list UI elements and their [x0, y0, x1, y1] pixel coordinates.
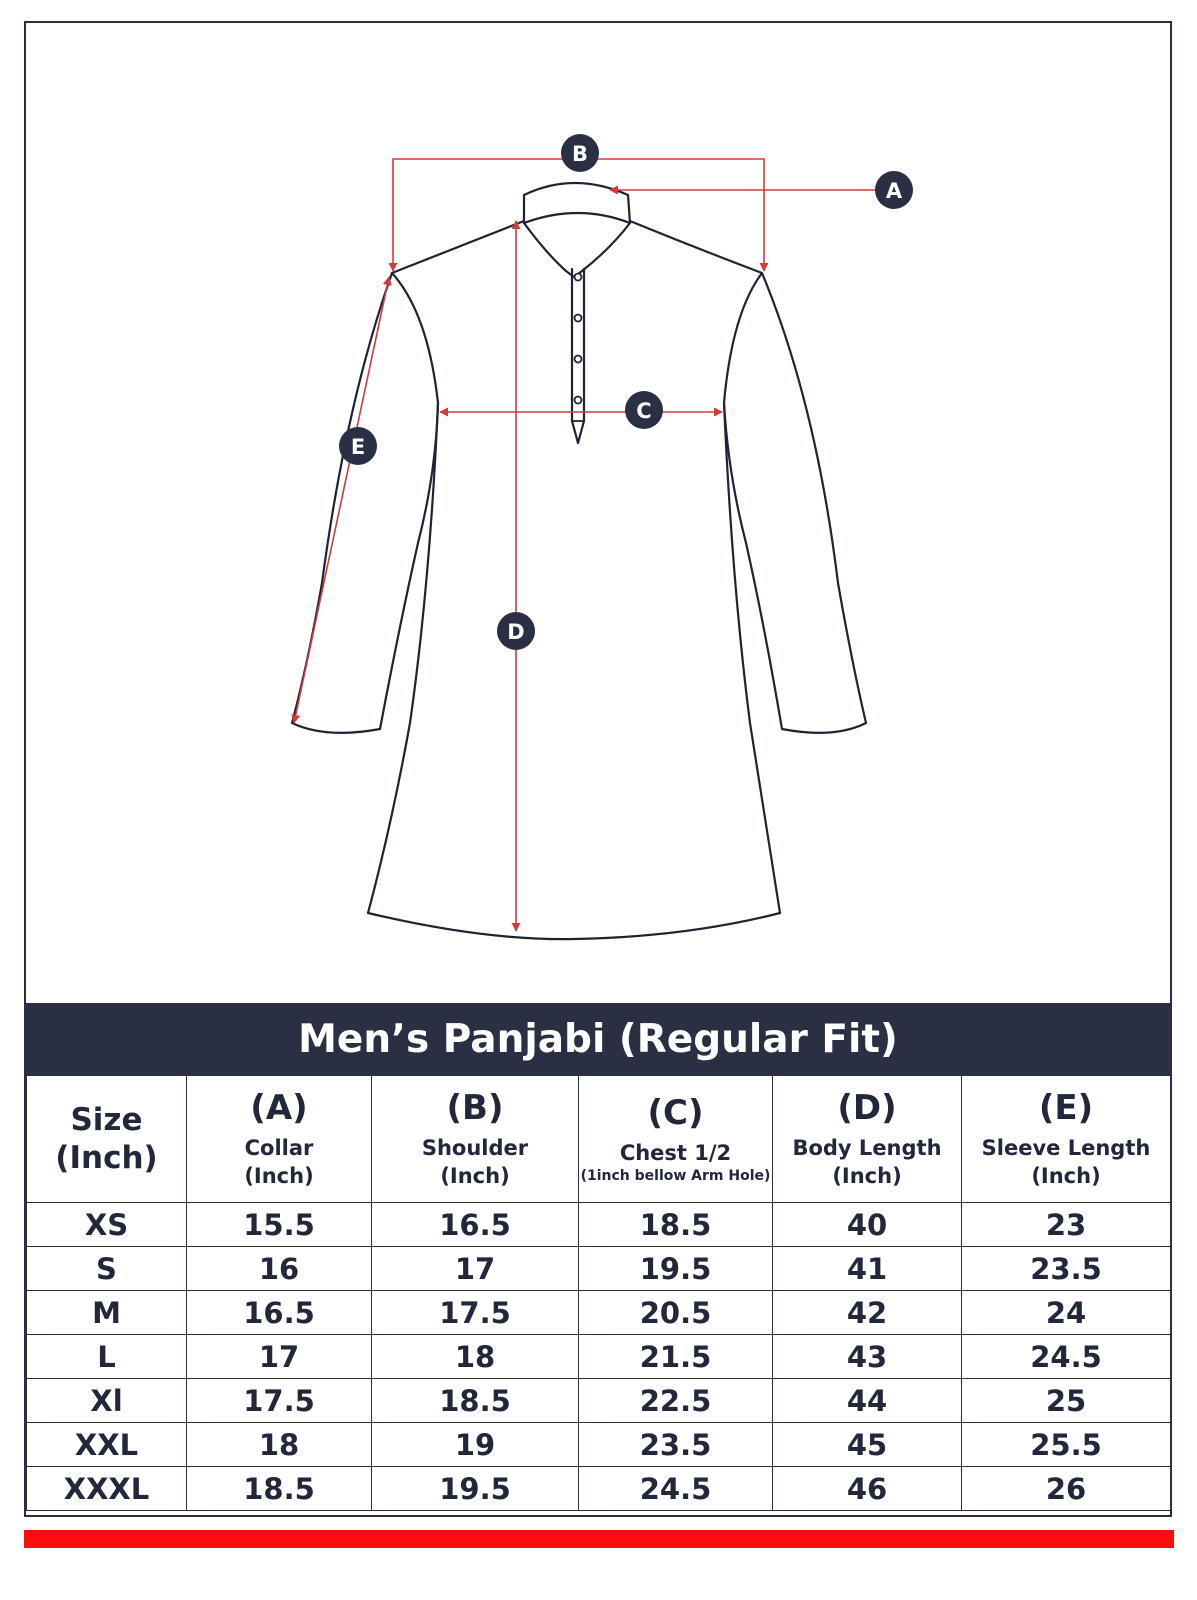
table-row [27, 1467, 1171, 1511]
header-sleeve-length [962, 1076, 1171, 1203]
chest-cell: 24.5 [579, 1467, 773, 1511]
collar-cell: 17.5 [187, 1379, 372, 1423]
body-length-cell: 44 [773, 1379, 962, 1423]
header-shoulder [372, 1076, 579, 1203]
header-size [27, 1076, 187, 1203]
header-letter: (C) [647, 1093, 704, 1133]
placket-buttons [573, 274, 583, 422]
body-length-cell: 45 [773, 1423, 962, 1467]
bottom-accent-bar [24, 1530, 1174, 1548]
body-length-cell: 40 [773, 1203, 962, 1247]
table-row [27, 1423, 1171, 1467]
badge-e-label: E [350, 435, 366, 459]
header-unit: (Inch) [244, 1164, 314, 1188]
chest-cell: 22.5 [579, 1379, 773, 1423]
body-left-side [368, 403, 438, 913]
table-header-row [27, 1076, 1171, 1203]
sleeve-length-cell: 24.5 [962, 1335, 1171, 1379]
badge-c-label: C [636, 399, 652, 423]
collar-cell: 18 [187, 1423, 372, 1467]
table-row [27, 1247, 1171, 1291]
header-collar [187, 1076, 372, 1203]
chest-cell: 21.5 [579, 1335, 773, 1379]
measure-line-b [393, 159, 764, 271]
badge-d-label: D [507, 620, 525, 644]
measurement-lines [294, 159, 894, 931]
body-length-cell: 42 [773, 1291, 962, 1335]
chest-cell: 19.5 [579, 1247, 773, 1291]
body-length-cell: 43 [773, 1335, 962, 1379]
collar-band [524, 183, 630, 223]
collar-cell: 16 [187, 1247, 372, 1291]
badge-e [339, 427, 377, 465]
header-name: Sleeve Length [981, 1136, 1151, 1160]
size-cell: XXXL [27, 1467, 187, 1511]
chart-title: Men’s Panjabi (Regular Fit) [26, 1003, 1170, 1075]
shoulder-cell: 17 [372, 1247, 579, 1291]
size-cell: L [27, 1335, 187, 1379]
size-cell: M [27, 1291, 187, 1335]
header-name: Body Length [792, 1136, 942, 1160]
header-chest [579, 1076, 773, 1203]
header-letter: (E) [1038, 1088, 1094, 1128]
header-letter: (A) [250, 1088, 308, 1128]
shoulder-cell: 19 [372, 1423, 579, 1467]
body-length-cell: 46 [773, 1467, 962, 1511]
chest-cell: 20.5 [579, 1291, 773, 1335]
body-hem [368, 913, 780, 939]
header-name: Shoulder [421, 1136, 529, 1160]
collar-cell: 16.5 [187, 1291, 372, 1335]
table-body [27, 1203, 1171, 1511]
header-unit: (Inch) [832, 1164, 902, 1188]
sleeve-length-cell: 23 [962, 1203, 1171, 1247]
panjabi-outline [292, 183, 866, 939]
table-row [27, 1203, 1171, 1247]
sleeve-length-cell: 24 [962, 1291, 1171, 1335]
header-note: (1inch bellow Arm Hole) [580, 1168, 771, 1184]
table-row [27, 1335, 1171, 1379]
badge-d [497, 612, 535, 650]
left-armhole [392, 273, 438, 403]
size-cell: XS [27, 1203, 187, 1247]
sleeve-length-cell: 23.5 [962, 1247, 1171, 1291]
sleeve-length-cell: 26 [962, 1467, 1171, 1511]
chest-cell: 23.5 [579, 1423, 773, 1467]
collar-inner [524, 223, 630, 277]
badge-a [875, 171, 913, 209]
header-letter: (B) [446, 1088, 504, 1128]
badge-a-label: A [885, 179, 903, 203]
shoulder-cell: 18.5 [372, 1379, 579, 1423]
header-size-line2: (Inch) [55, 1140, 158, 1176]
sleeve-length-cell: 25 [962, 1379, 1171, 1423]
header-size-line1: Size [70, 1102, 143, 1138]
shoulder-cell: 16.5 [372, 1203, 579, 1247]
size-chart-frame [24, 21, 1172, 1517]
header-name: Collar [244, 1136, 314, 1160]
shoulder-cell: 17.5 [372, 1291, 579, 1335]
right-armhole [724, 273, 762, 403]
header-body-length [773, 1076, 962, 1203]
size-cell: XXL [27, 1423, 187, 1467]
table-row [27, 1379, 1171, 1423]
collar-cell: 17 [187, 1335, 372, 1379]
header-unit: (Inch) [1031, 1164, 1101, 1188]
table-row [27, 1291, 1171, 1335]
size-cell: S [27, 1247, 187, 1291]
collar-cell: 15.5 [187, 1203, 372, 1247]
shoulder-cell: 18 [372, 1335, 579, 1379]
header-letter: (D) [837, 1088, 897, 1128]
shoulder-cell: 19.5 [372, 1467, 579, 1511]
header-unit: (Inch) [440, 1164, 510, 1188]
measure-line-e [294, 277, 389, 723]
badge-b-label: B [571, 142, 589, 166]
chest-cell: 18.5 [579, 1203, 773, 1247]
badge-c [625, 391, 663, 429]
collar-cell: 18.5 [187, 1467, 372, 1511]
header-name: Chest 1/2 [619, 1141, 732, 1165]
size-cell: Xl [27, 1379, 187, 1423]
body-length-cell: 41 [773, 1247, 962, 1291]
size-table [26, 1075, 1171, 1511]
badge-b [561, 134, 599, 172]
panjabi-diagram [26, 23, 1170, 1003]
sleeve-length-cell: 25.5 [962, 1423, 1171, 1467]
left-sleeve [292, 221, 524, 733]
